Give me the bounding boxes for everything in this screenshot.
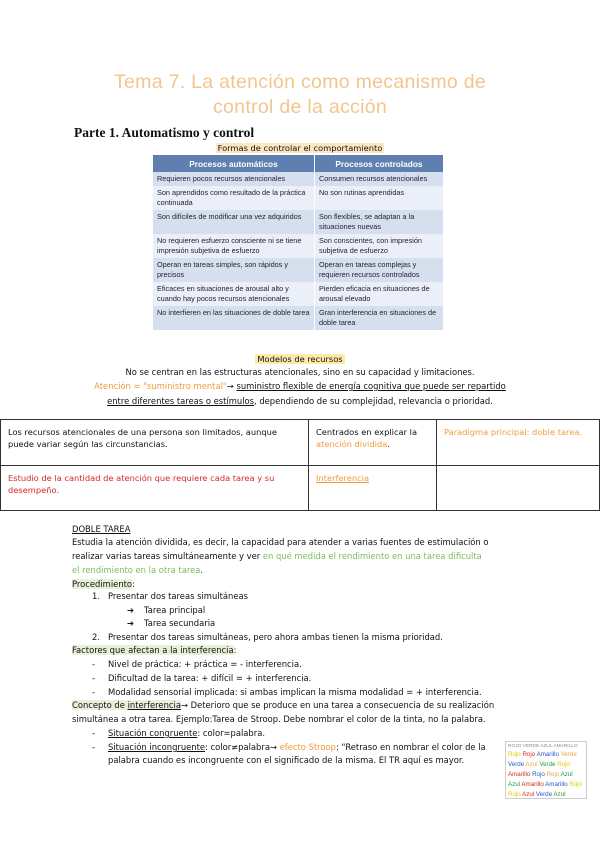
congruent-label: Situación congruente — [108, 728, 198, 738]
resources-caption — [0, 354, 600, 364]
bullet-dash: - — [92, 659, 96, 669]
concept-definition: → Deterioro que se produce en una tarea a consecuencia de su realización — [180, 700, 495, 710]
table-header-row — [153, 155, 443, 172]
stroop-row — [508, 790, 584, 799]
paragraph-line — [72, 563, 532, 577]
step-number: 2. — [92, 632, 100, 642]
paragraph-text: . — [200, 565, 204, 575]
incongruent-situation — [108, 740, 486, 754]
congruent-situation — [108, 726, 265, 740]
step-2: Presentar dos tareas simultáneas, pero ahora ambas tienen la misma prioridad. — [108, 632, 443, 642]
section-heading-automatismo: Parte 1. Automatismo y control — [74, 125, 255, 140]
sub-step-main: Tarea principal — [144, 605, 206, 615]
factors-label-text: Factores que afectan a la interferencia — [72, 645, 234, 655]
table-cell: Son aprendidos como resultado de la práctica continuada — [153, 186, 314, 210]
table-row — [153, 282, 443, 306]
resources-summary-table — [0, 419, 600, 511]
stroop-word: Rojo — [508, 791, 523, 798]
highlight-text: el rendimiento en la otra tarea — [72, 565, 201, 575]
table-cell: Son conscientes, con impresión subjetiva de esfuerzo — [314, 234, 443, 258]
paragraph-line: simultánea a otra tarea. Ejemplo:Tarea de Stroop. Debe nombrar el color de la tinta, no la palabra. — [72, 714, 486, 724]
procedure-colon: : — [132, 579, 135, 589]
table-cell: Operan en tareas complejas y requieren recursos controlados — [314, 258, 443, 282]
incongruent-line-2: palabra cuando es incongruente con el significado de la misma. El TR aquí es mayor. — [108, 755, 465, 765]
table-cell: Eficaces en situaciones de arousal alto y cuando hay pocos recursos atencionales — [153, 282, 314, 306]
table-row — [153, 210, 443, 234]
processes-table — [153, 155, 443, 330]
table-cell: Son flexibles, se adaptan a la situaciones nuevas — [314, 210, 443, 234]
bullet-dash: - — [92, 687, 96, 697]
table-cell: Son difíciles de modificar una vez adquiridos — [153, 210, 314, 234]
concept-label-interference: interferencia — [127, 700, 181, 710]
interference-concept — [72, 698, 542, 726]
box-text: Centrados en explicar la — [316, 427, 418, 437]
resources-definition: suministro flexible de energía cognitiva que puede ser repartido — [236, 381, 506, 391]
stroop-row — [508, 750, 584, 760]
stroop-word: Rojo — [557, 761, 570, 768]
incongruent-text: : color≠palabra→ — [205, 742, 280, 752]
stroop-word: Amarillo — [545, 781, 570, 788]
table-cell: No requieren esfuerzo consciente ni se tiene impresión subjetiva de esfuerzo — [153, 234, 314, 258]
table-cell: Gran interferencia en situaciones de doble tarea — [314, 306, 443, 330]
table-caption — [0, 143, 600, 153]
header-controlled: Procesos controlados — [314, 155, 443, 172]
stroop-word: Verde — [535, 791, 554, 798]
stroop-word: Amarillo — [508, 771, 533, 778]
paragraph-text: realizar varias tareas simultáneamente y ver — [72, 551, 263, 561]
table-cell: No son rutinas aprendidas — [314, 186, 443, 210]
sub-step-secondary: Tarea secundaria — [144, 618, 216, 628]
table-row — [153, 186, 443, 210]
stroop-word: Rojo — [532, 771, 547, 778]
doble-tarea-heading — [72, 522, 532, 536]
step-1: Presentar dos tareas simultáneas — [108, 591, 248, 601]
interference-link[interactable]: Interferencia — [316, 472, 370, 483]
box-cell: Estudio de la cantidad de atención que requiere cada tarea y su desempeño. — [1, 465, 309, 511]
stroop-word: Azul — [553, 791, 566, 798]
table-row — [153, 234, 443, 258]
divided-attention-text: atención dividida — [316, 439, 388, 449]
resources-caption-text: Modelos de recursos — [257, 354, 343, 364]
title-line-1: Tema 7. La atención como mecanismo de — [113, 71, 487, 93]
stroop-word: Amarillo — [536, 751, 561, 758]
attention-definition: Atención = "suministro mental" — [94, 381, 227, 391]
box-cell — [309, 420, 437, 466]
factors-colon: : — [233, 645, 237, 655]
table-cell: Requieren pocos recursos atencionales — [153, 172, 314, 186]
stroop-word: Verde — [508, 761, 526, 768]
bullet-dash: - — [92, 728, 96, 738]
box-cell: Paradigma principal: doble tarea. — [437, 420, 600, 466]
congruent-text: : color=palabra. — [197, 728, 265, 738]
table-row — [153, 258, 443, 282]
paragraph-line: Estudia la atención dividida, es decir, la capacidad para atender a varias fuentes de estimulación o — [72, 537, 489, 547]
resources-line-2 — [0, 380, 600, 392]
doble-tarea-heading-text: DOBLE TAREA — [72, 524, 131, 534]
paragraph-line — [72, 698, 542, 712]
concept-label: Concepto de — [72, 700, 128, 710]
stroop-word: Rojo — [508, 751, 523, 758]
table-row — [153, 306, 443, 330]
table-row — [1, 465, 600, 511]
factor-practice: Nivel de práctica: + práctica = - interferencia. — [108, 659, 302, 669]
table-cell: Pierden eficacia en situaciones de arousal elevado — [314, 282, 443, 306]
stroop-row — [508, 760, 584, 770]
stroop-row — [508, 780, 584, 790]
stroop-example-image — [505, 741, 587, 799]
factor-modality: Modalidad sensorial implicada: si ambas implican la misma modalidad = + interferencia. — [108, 687, 482, 697]
stroop-word: Rojo — [522, 751, 537, 758]
resources-line-1: No se centran en las estructuras atencionales, sino en su capacidad y limitaciones. — [125, 367, 475, 377]
box-cell: Los recursos atencionales de una persona son limitados, aunque puede variar según las circunstancias. — [1, 420, 309, 466]
paragraph-line — [72, 549, 532, 563]
resources-line-3-rest: , dependiendo de su complejidad, relevancia o prioridad. — [254, 396, 493, 406]
table-cell: No interfieren en las situaciones de doble tarea — [153, 306, 314, 330]
incongruent-rest: : "Retraso en nombrar el color de la — [336, 742, 486, 752]
doble-tarea-paragraph — [72, 535, 532, 577]
bullet-dash: - — [92, 742, 96, 752]
arrow-icon: ➔ — [127, 618, 135, 628]
box-text: . — [387, 439, 390, 449]
table-caption-text: Formas de controlar el comportamiento — [217, 143, 383, 153]
stroop-word: Azul — [522, 791, 536, 798]
stroop-grid — [508, 750, 584, 799]
table-cell: Operan en tareas simples, son rápidos y precisos — [153, 258, 314, 282]
resources-line-3 — [0, 395, 600, 407]
factor-difficulty: Dificultad de la tarea: + difícil = + interferencia. — [108, 673, 312, 683]
header-automatic: Procesos automáticos — [153, 155, 314, 172]
table-row — [153, 172, 443, 186]
arrow-symbol: → — [226, 381, 237, 391]
stroop-effect-text: efecto Stroop — [279, 742, 336, 752]
table-cell: Consumen recursos atencionales — [314, 172, 443, 186]
document-title — [0, 70, 600, 120]
stroop-word: Verde — [539, 761, 558, 768]
stroop-row — [508, 770, 584, 780]
bullet-dash: - — [92, 673, 96, 683]
stroop-word: Verde — [560, 751, 577, 758]
stroop-word: Azul — [525, 761, 540, 768]
stroop-word: Rojo — [569, 781, 582, 788]
resources-definition-end: entre diferentes tareas o estímulos — [107, 396, 255, 406]
stroop-header: ROJO VERDE AZUL AMARILLO — [508, 744, 578, 749]
incongruent-label: Situación incongruente — [108, 742, 206, 752]
box-cell — [437, 465, 600, 511]
step-number: 1. — [92, 591, 100, 601]
arrow-icon: ➔ — [127, 605, 135, 615]
highlight-text: en qué medida el rendimiento en una tarea dificulta — [262, 551, 482, 561]
table-row — [1, 420, 600, 466]
title-line-2: control de la acción — [212, 96, 388, 118]
box-cell — [309, 465, 437, 511]
stroop-word: Rojo — [546, 771, 561, 778]
factors-label — [72, 643, 532, 657]
procedure-label-text: Procedimiento — [72, 579, 133, 589]
stroop-word: Amarillo — [521, 781, 546, 788]
stroop-word: Azul — [560, 771, 573, 778]
stroop-word: Azul — [508, 781, 522, 788]
